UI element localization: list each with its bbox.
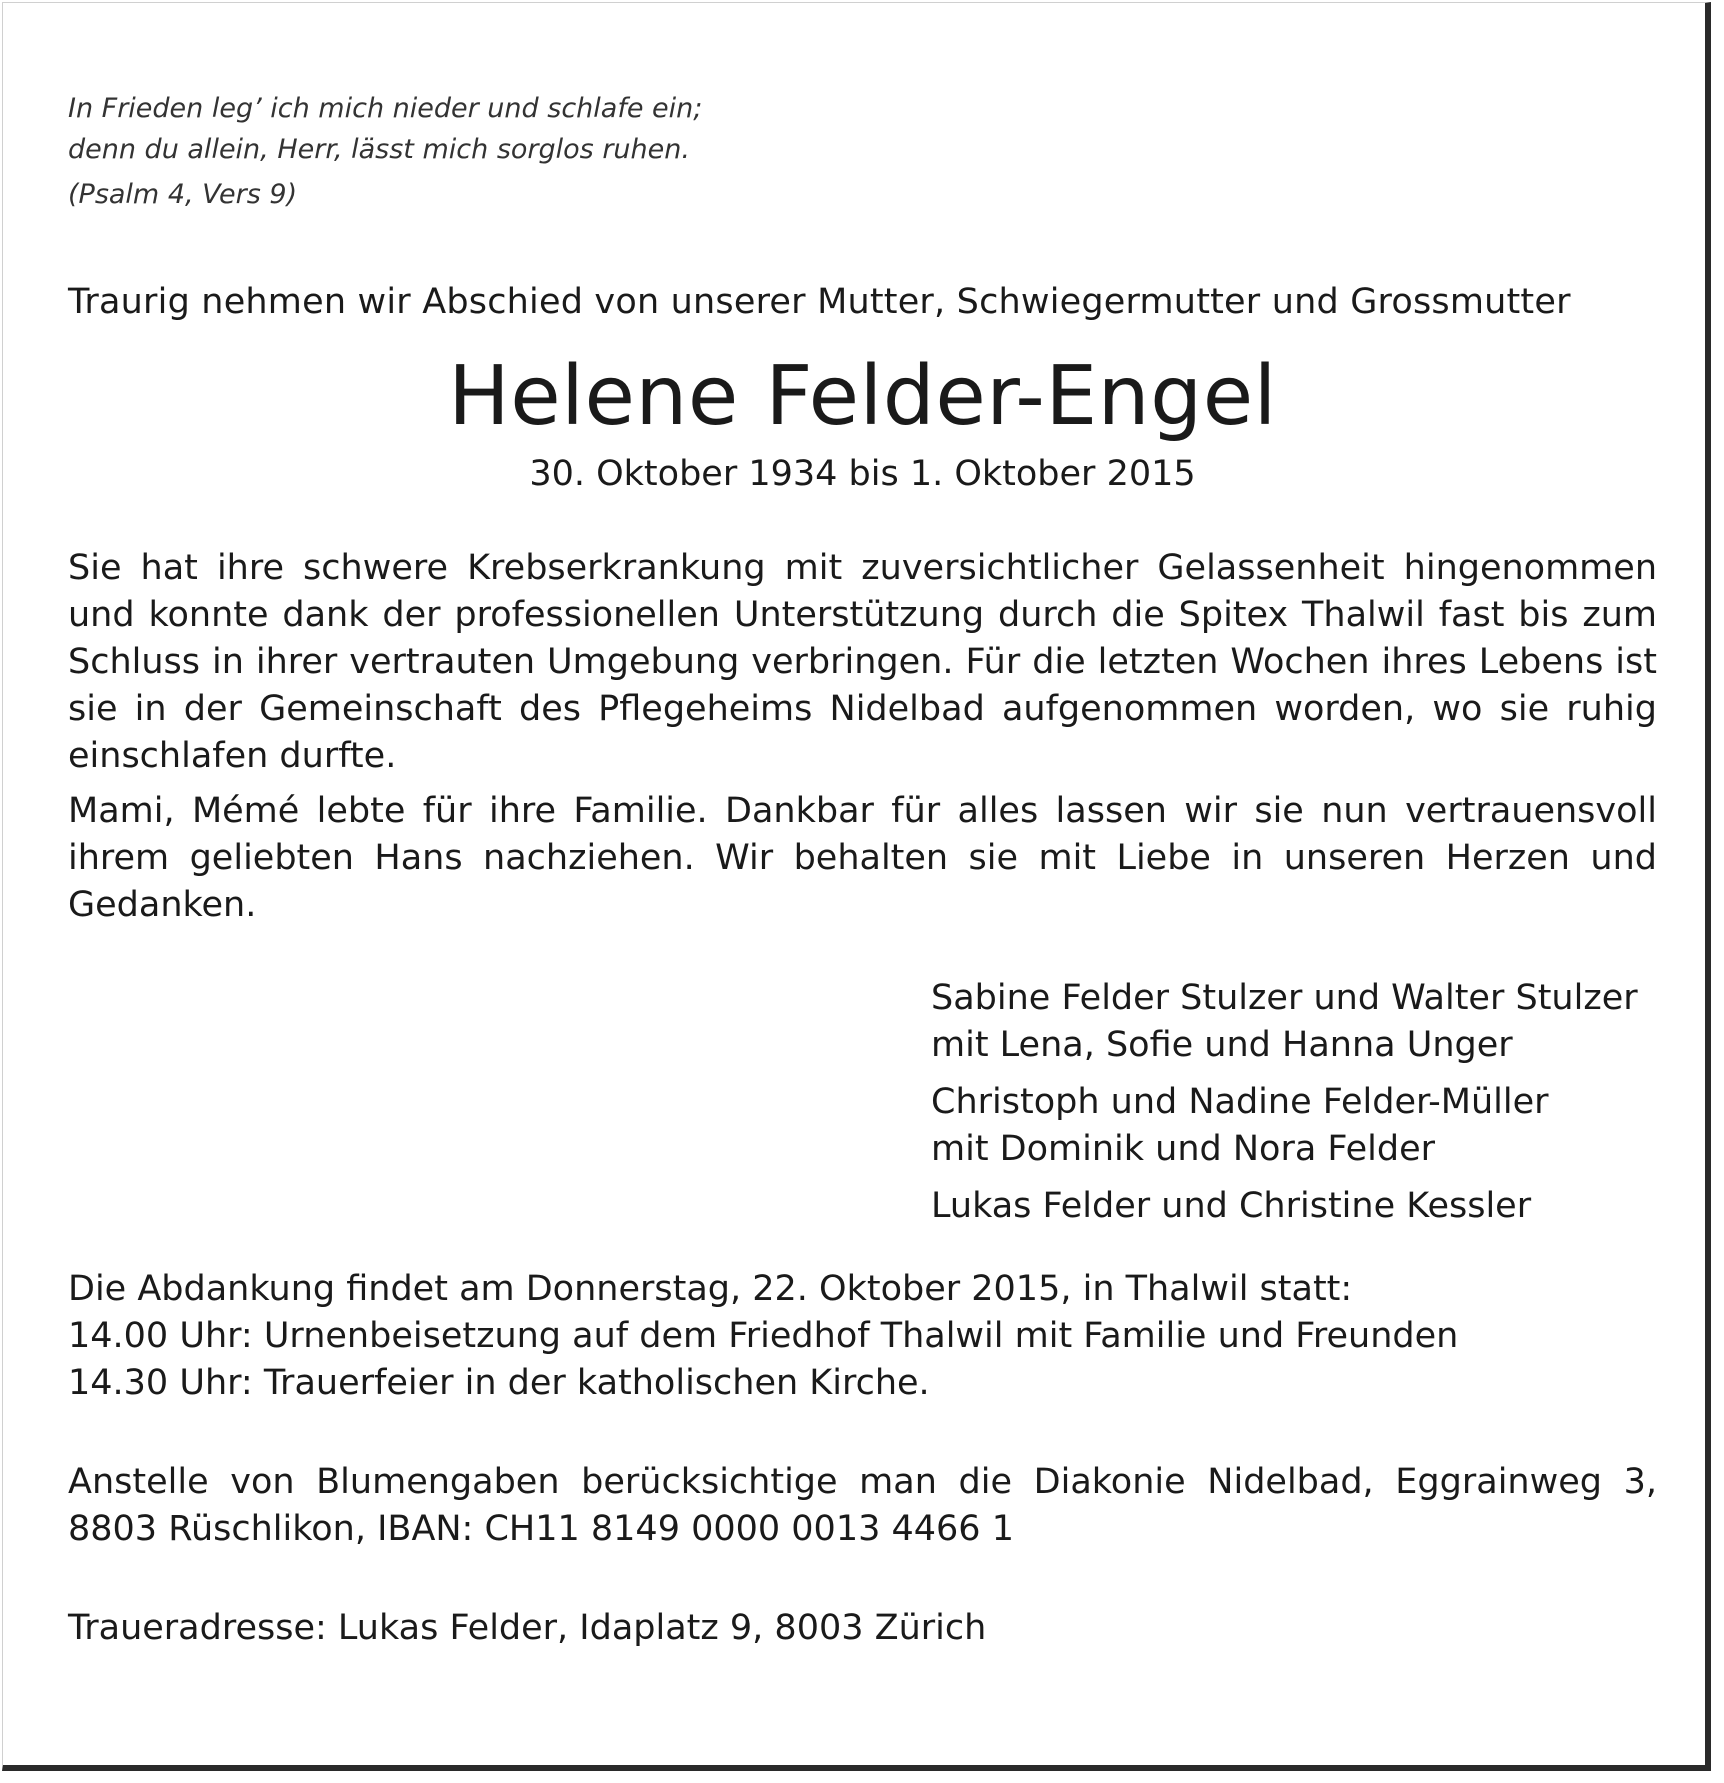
family-group-3 [931, 1183, 1657, 1230]
family-line: Christoph und Nadine Felder-Müller [931, 1082, 1549, 1122]
body-paragraph-2: Mami, Mémé lebte für ihre Familie. Dankbar für alles lassen wir sie nun vertrauensvoll ihrem geliebten Hans nachziehen. Wir behalten sie mit Liebe in unseren Herzen und Gedanken. [68, 791, 1657, 925]
service-line: Die Abdankung findet am Donnerstag, 22. Oktober 2015, in Thalwil statt: [68, 1269, 1353, 1309]
life-dates: 30. Oktober 1934 bis 1. Oktober 2015 [529, 454, 1196, 494]
service-details [68, 1266, 1657, 1407]
intro-text: Traurig nehmen wir Abschied von unserer Mutter, Schwiegermutter und Grossmutter [68, 282, 1571, 322]
service-line: 14.00 Uhr: Urnenbeisetzung auf dem Friedhof Thalwil mit Familie und Freunden [68, 1316, 1459, 1356]
mourning-address: Traueradresse: Lukas Felder, Idaplatz 9, 8003 Zürich [68, 1608, 987, 1648]
verse-reference: (Psalm 4, Vers 9) [68, 179, 298, 210]
verse-line-1: In Frieden leg’ ich mich nieder und schlafe ein; [68, 93, 703, 124]
obituary-notice [68, 88, 1657, 1652]
family-line: mit Lena, Sofie und Hanna Unger [931, 1025, 1513, 1065]
family-line: mit Dominik und Nora Felder [931, 1129, 1436, 1169]
deceased-name: Helene Felder-Engel [448, 349, 1277, 444]
bible-verse [68, 88, 1657, 215]
donation-notice: Anstelle von Blumengaben berücksichtige man die Diakonie Nidelbad, Eggrainweg 3, 8803 Rüschlikon, IBAN: CH11 8149 0000 0013 4466 1 [68, 1462, 1657, 1549]
family-line: Sabine Felder Stulzer und Walter Stulzer [931, 978, 1638, 1018]
family-group-2 [931, 1079, 1657, 1173]
family-signatures [931, 975, 1657, 1230]
verse-line-2: denn du allein, Herr, lässt mich sorglos ruhen. [68, 134, 690, 165]
body-paragraph-1: Sie hat ihre schwere Krebserkrankung mit zuversichtlicher Gelassenheit hingenommen und konnte dank der professionellen Unterstützung durch die Spitex Thalwil fast bis zum Schluss in ihrer vertrauten Umgebung verbringen. Für die letzten Wochen ihres Lebens ist sie in der Gemeinschaft des Pflegeheims Nidelbad aufgenommen worden, wo sie ruhig einschlafen durfte. [68, 548, 1657, 776]
family-line: Lukas Felder und Christine Kessler [931, 1186, 1532, 1226]
service-line: 14.30 Uhr: Trauerfeier in der katholischen Kirche. [68, 1363, 930, 1403]
family-group-1 [931, 975, 1657, 1069]
